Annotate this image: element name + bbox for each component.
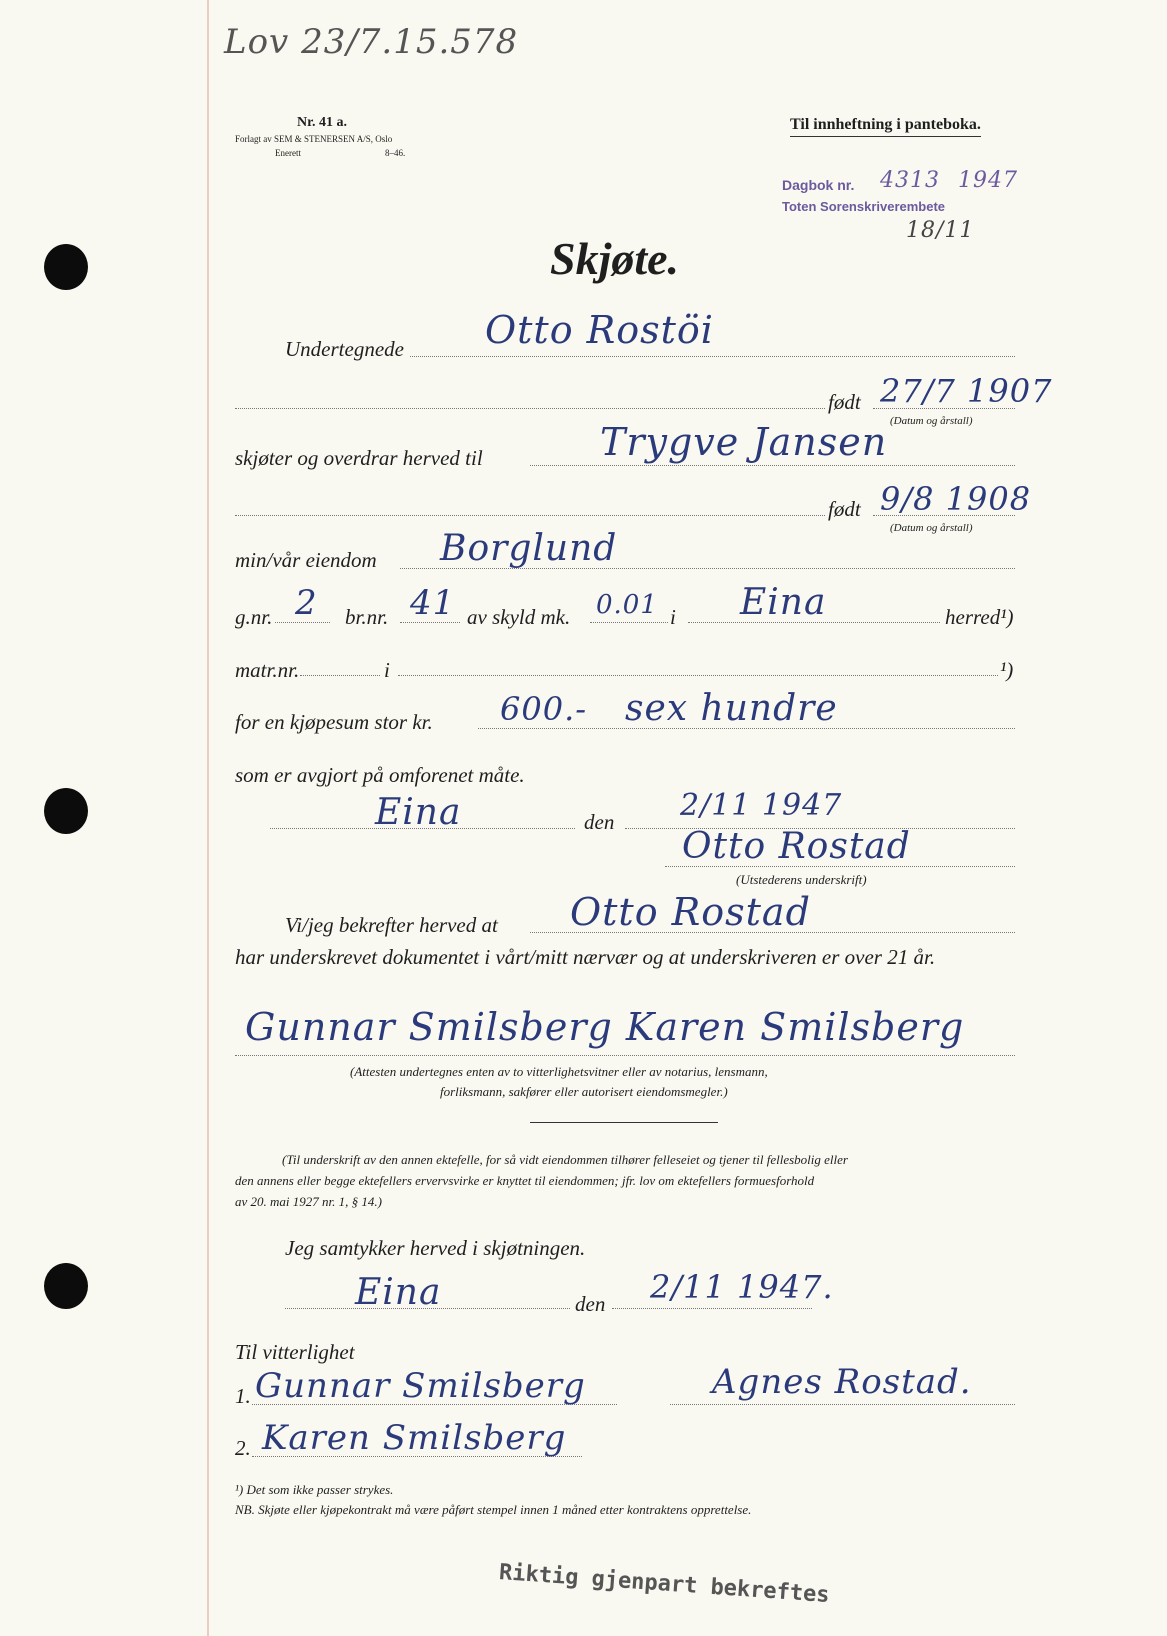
brnr-label: br.nr. bbox=[345, 605, 389, 629]
spouse-note-2: den annens eller begge ektefellers ervervsvirke er knyttet til eiendommen; jfr. lov om ektefellers formuesforhold bbox=[235, 1173, 815, 1188]
bottom-stamp: Riktig gjenpart bekreftes bbox=[498, 1560, 831, 1609]
undertegnede-label: Undertegnede bbox=[285, 337, 404, 361]
buyer-value: Trygve Jansen bbox=[600, 420, 888, 464]
issuer-signature: Otto Rostad bbox=[682, 826, 911, 867]
signing-place: Eina bbox=[375, 792, 462, 833]
i-label: i bbox=[670, 605, 676, 629]
nb-note: NB. Skjøte eller kjøpekontrakt må være påført stempel innen 1 måned etter kontraktens opprettelse. bbox=[235, 1502, 752, 1517]
kjopesum-value: 600.- bbox=[500, 690, 588, 728]
section-divider bbox=[530, 1122, 718, 1123]
witness-signatures: Gunnar Smilsberg Karen Smilsberg bbox=[245, 1005, 965, 1049]
binding-note: Til innheftning i panteboka. bbox=[790, 116, 981, 137]
matr-i-label: i bbox=[384, 658, 390, 682]
dagbok-label: Dagbok nr. bbox=[782, 177, 855, 193]
undertegnede-line bbox=[410, 356, 1015, 357]
buyer-line bbox=[530, 465, 1015, 466]
attest-label: Vi/jeg bekrefter herved at bbox=[285, 913, 498, 937]
witness1-number: 1. bbox=[235, 1384, 251, 1408]
spouse-signature-line bbox=[670, 1404, 1015, 1405]
brnr-value: 41 bbox=[410, 583, 456, 623]
fodt2-line-left bbox=[235, 515, 825, 516]
avgjort-text: som er avgjort på omforenet måte. bbox=[235, 763, 525, 787]
attest-line2: har underskrevet dokumentet i vårt/mitt nærvær og at underskriveren er over 21 år. bbox=[235, 945, 936, 969]
skyld-line bbox=[590, 622, 668, 623]
skjoter-label: skjøter og overdrar herved til bbox=[235, 446, 483, 470]
fodt1-value: 27/7 1907 bbox=[880, 372, 1053, 410]
signing-date: 2/11 1947 bbox=[680, 788, 843, 823]
publisher-date: 8–46. bbox=[385, 148, 406, 158]
kjopesum-words: sex hundre bbox=[625, 688, 838, 729]
dagbok-number: 4313 bbox=[880, 168, 940, 193]
fodt1-label: født bbox=[828, 390, 861, 414]
issuer-signature-line bbox=[665, 866, 1015, 867]
spouse-note-1: (Til underskrift av den annen ektefelle, for så vidt eiendommen tilhører felleseiet og tjener til fellesbolig eller bbox=[282, 1152, 848, 1167]
margin-rule bbox=[207, 0, 209, 1636]
punch-hole-middle bbox=[44, 788, 88, 834]
issuer-signature-caption: (Utstederens underskrift) bbox=[736, 872, 867, 887]
document-title: Skjøte. bbox=[550, 233, 680, 284]
punch-hole-bottom bbox=[44, 1263, 88, 1309]
datum-note-2: (Datum og årstall) bbox=[890, 522, 973, 534]
signing-den-label: den bbox=[584, 810, 615, 834]
skyld-value: 0.01 bbox=[596, 590, 658, 620]
witness2-number: 2. bbox=[235, 1436, 251, 1460]
consent-date-line bbox=[612, 1308, 812, 1309]
stamp-office: Toten Sorenskriverembete bbox=[782, 199, 946, 214]
attest-note-2: forliksmann, sakfører eller autorisert eiendomsmegler.) bbox=[440, 1084, 728, 1099]
stamp-date: 18/11 bbox=[906, 218, 975, 243]
herred-value: Eina bbox=[740, 582, 827, 623]
fodt2-label: født bbox=[828, 497, 861, 521]
attest-note-1: (Attesten undertegnes enten av to vitterlighetsvitner eller av notarius, lensmann, bbox=[350, 1064, 768, 1079]
fodt1-line-left bbox=[235, 408, 825, 409]
herred-label: herred¹) bbox=[945, 605, 1014, 629]
publisher-enerett: Enerett bbox=[275, 148, 301, 158]
skyld-label: av skyld mk. bbox=[467, 605, 571, 629]
consent-date: 2/11 1947. bbox=[650, 1268, 834, 1306]
matr-label: matr.nr. bbox=[235, 658, 300, 682]
dagbok-year: 1947 bbox=[958, 168, 1018, 193]
gnr-value: 2 bbox=[295, 583, 318, 623]
consent-den-label: den bbox=[575, 1292, 606, 1316]
eiendom-value: Borglund bbox=[440, 528, 618, 569]
consent-text: Jeg samtykker herved i skjøtningen. bbox=[285, 1236, 586, 1260]
til-vitterlighet-label: Til vitterlighet bbox=[235, 1340, 355, 1364]
matr-line-2 bbox=[398, 675, 998, 676]
consent-place: Eina bbox=[355, 1272, 442, 1313]
footnote: ¹) Det som ikke passer strykes. bbox=[235, 1482, 394, 1497]
witness2-signature: Karen Smilsberg bbox=[262, 1418, 567, 1458]
fodt2-value: 9/8 1908 bbox=[880, 480, 1032, 518]
kjopesum-label: for en kjøpesum stor kr. bbox=[235, 710, 433, 734]
matr-end: ¹) bbox=[1000, 658, 1014, 682]
witness1-signature: Gunnar Smilsberg bbox=[255, 1366, 586, 1406]
datum-note-1: (Datum og årstall) bbox=[890, 415, 973, 427]
spouse-note-3: av 20. mai 1927 nr. 1, § 14.) bbox=[235, 1194, 382, 1209]
publisher-line: Forlagt av SEM & STENERSEN A/S, Oslo bbox=[235, 134, 393, 144]
gnr-label: g.nr. bbox=[235, 605, 273, 629]
spouse-signature: Agnes Rostad. bbox=[712, 1362, 972, 1402]
attest-value: Otto Rostad bbox=[570, 890, 811, 934]
matr-line-1 bbox=[300, 675, 380, 676]
punch-hole-top bbox=[44, 244, 88, 290]
witness-line bbox=[235, 1055, 1015, 1056]
eiendom-label: min/vår eiendom bbox=[235, 548, 377, 572]
ref-note: Lov 23/7.15.578 bbox=[224, 22, 519, 62]
undertegnede-value: Otto Rostöi bbox=[485, 308, 714, 352]
form-number: Nr. 41 a. bbox=[297, 115, 348, 130]
